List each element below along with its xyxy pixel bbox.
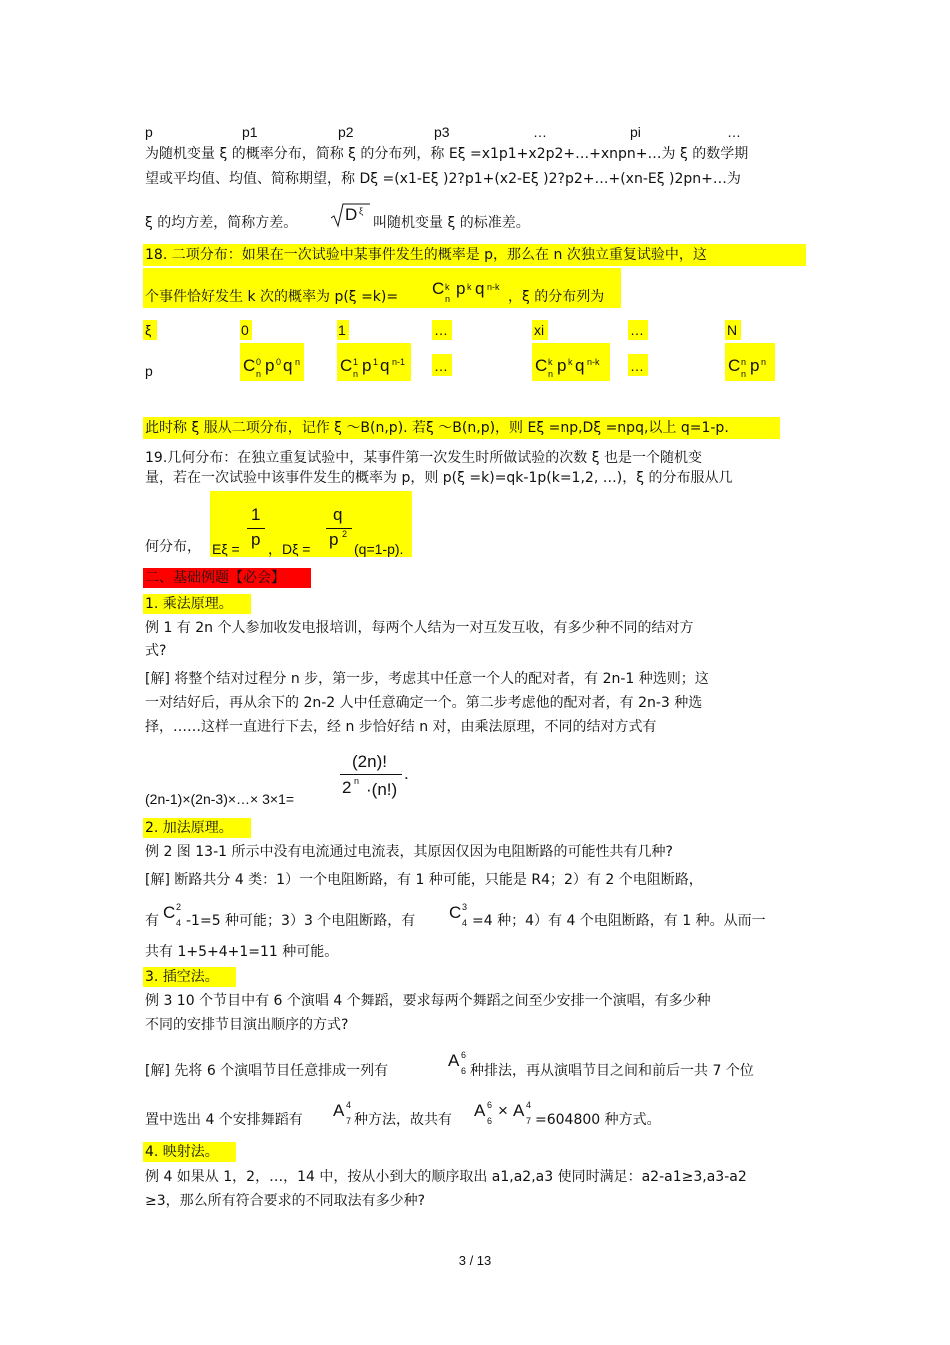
text-line: 种排法，再从演唱节目之间和前后一共 7 个位 bbox=[470, 1063, 754, 1079]
text-line: 何分布， bbox=[145, 539, 201, 555]
text-line: ξ 的均方差，简称方差。 bbox=[145, 215, 298, 231]
text-line: [解] 断路共分 4 类：1）一个电阻断路，有 1 种可能，只能是 R4；2）有 2 个电阻断路， bbox=[145, 872, 703, 888]
text-line: ≥3，那么所有符合要求的不同取法有多少种? bbox=[145, 1193, 426, 1209]
text-line: [解] 将整个结对过程分 n 步，第一步，考虑其中任意一个人的配对者，有 2n-1 种选则；这 bbox=[145, 671, 709, 687]
text-line: =4 种；4）有 4 个电阻断路，有 1 种。从而一 bbox=[472, 913, 766, 929]
text-line: 置中选出 4 个安排舞蹈有 bbox=[145, 1112, 303, 1128]
text-line: -1=5 种可能；3）3 个电阻断路，有 bbox=[186, 913, 416, 929]
text-line: ，ξ 的分布列为 bbox=[508, 289, 605, 305]
geo-frac-den: p bbox=[251, 530, 261, 549]
geo-frac-den: p bbox=[329, 530, 339, 549]
frac-denominator-2: ·(n!) bbox=[366, 780, 398, 799]
combination-c43: C 3 4 bbox=[449, 902, 468, 928]
frac-numerator: (2n)! bbox=[352, 752, 387, 771]
text-line: 例 1 有 2n 个人参加收发电报培训，每两个人结为一对互发互收，有多少种不同的结对方 bbox=[145, 620, 694, 636]
section-19-title: 19.几何分布：在独立重复试验中，某事件第一次发生时所做试验的次数 ξ 也是一个随机变 bbox=[145, 450, 702, 466]
text-line: 叫随机变量 ξ 的标准差。 bbox=[373, 215, 530, 231]
combination-c42: C 2 4 bbox=[163, 902, 182, 928]
xi-cell: N bbox=[727, 322, 738, 338]
geo-d: ，Dξ = bbox=[268, 541, 311, 557]
p-cell-dots: … bbox=[434, 358, 448, 374]
xi-cell: 0 bbox=[241, 322, 249, 338]
section-18-title: 18. 二项分布：如果在一次试验中某事件发生的概率是 p，那么在 n 次独立重复试验中，这 bbox=[145, 247, 707, 263]
xi-cell: 1 bbox=[338, 322, 346, 338]
geo-frac-num: 1 bbox=[251, 505, 261, 524]
binomial-term-0: C 0 n p 0 q n bbox=[240, 343, 304, 381]
sqrt-d-xi: D ξ bbox=[330, 202, 370, 228]
text-line: 个事件恰好发生 k 次的概率为 p(ξ =k)= bbox=[145, 289, 399, 305]
text-line: 不同的安排节目演出顺序的方式? bbox=[145, 1017, 349, 1033]
geo-frac-num: q bbox=[333, 505, 343, 524]
xi-cell: … bbox=[630, 322, 644, 338]
section-heading: 二、基础例题【必会】 bbox=[145, 570, 285, 586]
xi-cell: xi bbox=[534, 322, 545, 338]
text-line: 共有 1+5+4+1=11 种可能。 bbox=[145, 944, 339, 960]
subsection-heading: 3. 插空法。 bbox=[145, 969, 219, 985]
text-line: 例 2 图 13-1 所示中没有电流通过电流表，其原因仅因为电阻断路的可能性共有几种? bbox=[145, 844, 673, 860]
arrangement-product: A 6 6 × A 4 7 bbox=[474, 1100, 532, 1126]
text-line: 例 4 如果从 1，2，…，14 中，按从小到大的顺序取出 a1,a2,a3 使同时满足：a2-a1≥3,a3-a2 bbox=[145, 1169, 747, 1185]
dist-cell: pi bbox=[630, 124, 641, 140]
geo-tail: (q=1-p). bbox=[354, 541, 404, 557]
dist-cell: … bbox=[727, 124, 741, 140]
xi-cell: ξ bbox=[145, 322, 152, 338]
binomial-formula: C k n p k q n-k bbox=[432, 279, 500, 304]
dist-cell: p bbox=[145, 124, 153, 140]
dist-cell: p2 bbox=[338, 124, 354, 140]
binomial-summary: 此时称 ξ 服从二项分布，记作 ξ ～B(n,p). 若ξ ～B(n,p)，则 Eξ =np,Dξ =npq,以上 q=1-p. bbox=[145, 420, 729, 436]
text-line: 种方法，故共有 bbox=[354, 1112, 452, 1128]
dist-cell: p1 bbox=[242, 124, 258, 140]
text-line: =604800 种方式。 bbox=[535, 1112, 661, 1128]
arrangement-a74: A 4 7 bbox=[333, 1100, 352, 1126]
text-line: 为随机变量 ξ 的概率分布，简称 ξ 的分布列，称 Eξ =x1p1+x2p2+…+xnpn+…为 ξ 的数学期 bbox=[145, 146, 749, 162]
dist-cell: p3 bbox=[434, 124, 450, 140]
text-line: 式? bbox=[145, 643, 167, 659]
binomial-term-n: C n n p n bbox=[725, 343, 775, 381]
product-formula: (2n-1)×(2n-3)×…× 3×1= bbox=[145, 791, 295, 807]
dist-cell: … bbox=[533, 124, 547, 140]
text-line: 有 bbox=[145, 913, 159, 929]
text-line: 择，……这样一直进行下去，经 n 步恰好结 n 对，由乘法原理，不同的结对方式有 bbox=[145, 719, 657, 735]
text-line: [解] 先将 6 个演唱节目任意排成一列有 bbox=[145, 1063, 389, 1079]
frac-denominator: 2 bbox=[342, 778, 352, 797]
subsection-heading: 1. 乘法原理。 bbox=[145, 596, 233, 612]
p-label: p bbox=[145, 363, 153, 379]
p-cell-dots: … bbox=[630, 358, 644, 374]
subsection-heading: 2. 加法原理。 bbox=[145, 820, 233, 836]
subsection-heading: 4. 映射法。 bbox=[145, 1144, 219, 1160]
text-line: 一对结好后，再从余下的 2n-2 人中任意确定一个。第二步考虑他的配对者，有 2n-3 种选 bbox=[145, 695, 703, 711]
page-number: 3 / 13 bbox=[458, 1253, 492, 1268]
text-line: 量，若在一次试验中该事件发生的概率为 p，则 p(ξ =k)=qk-1p(k=1,2, …)，ξ 的分布服从几 bbox=[145, 470, 733, 486]
text-line: 望或平均值、均值、简称期望，称 Dξ =(x1-Eξ )2?p1+(x2-Eξ )2?p2+…+(xn-Eξ )2pn+…为 bbox=[145, 171, 741, 187]
text-line: 例 3 10 个节目中有 6 个演唱 4 个舞蹈，要求每两个舞蹈之间至少安排一个演唱，有多少种 bbox=[145, 993, 711, 1009]
xi-cell: … bbox=[434, 322, 448, 338]
binomial-term-1: C 1 n p 1 q n-1 bbox=[337, 343, 411, 381]
binomial-term-k: C k n p k q n-k bbox=[532, 343, 610, 381]
geo-e: Eξ = bbox=[212, 541, 240, 557]
arrangement-a66: A 6 6 bbox=[448, 1050, 467, 1076]
